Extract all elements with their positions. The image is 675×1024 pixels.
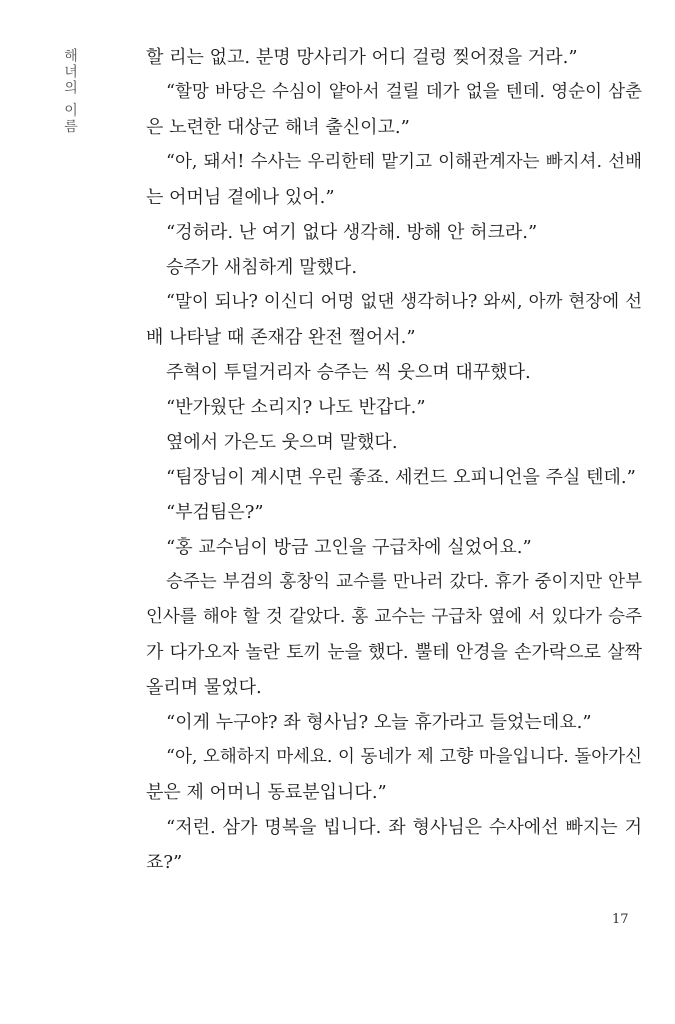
text-line: 배 나타날 때 존재감 완전 쩔어서.” [146,327,416,348]
text-line: 인사를 해야 할 것 같았다. 홍 교수는 구급차 옆에 서 있다가 승주 [146,607,642,627]
text-line: “아, 돼서! 수사는 우리한테 맡기고 이해관계자는 빠지셔. 선배 [166,152,642,172]
text-line: 는 어머님 곁에나 있어.” [146,187,335,208]
text-line: 분은 제 어머니 동료분입니다.” [146,782,387,803]
text-line: 가 다가오자 놀란 토끼 눈을 했다. 뿔테 안경을 손가락으로 살짝 [146,642,642,663]
text-line: “말이 되나? 이신디 어멍 없댄 생각허나? 와씨, 아까 현장에 선 [166,292,642,312]
text-line: “저런. 삼가 명복을 빕니다. 좌 형사님은 수사에선 빠지는 거 [166,817,642,838]
text-line: 죠?” [146,852,183,873]
text-line: 은 노련한 대상군 해녀 출신이고.” [146,117,410,138]
text-line: 옆에서 가은도 웃으며 말했다. [166,432,398,453]
text-line: “겅허라. 난 여기 없다 생각해. 방해 안 허크라.” [166,222,538,243]
text-line: “할망 바당은 수심이 얕아서 걸릴 데가 없을 텐데. 영순이 삼춘 [166,82,642,102]
text-line: “아, 오해하지 마세요. 이 동네가 제 고향 마을입니다. 돌아가신 [166,747,642,767]
text-line: “반가웠단 소리지? 나도 반갑다.” [166,397,426,418]
text-line: “팀장님이 계시면 우린 좋죠. 세컨드 오피니언을 주실 텐데.” [166,467,636,488]
body-text [146,40,642,880]
text-line: “이게 누구야? 좌 형사님? 오늘 휴가라고 들었는데요.” [166,712,592,733]
text-line: “부검팀은?” [166,502,264,523]
page-number: 17 [612,912,629,927]
text-line: 올리며 물었다. [146,677,262,698]
running-title: 해녀의 이름 [62,48,78,135]
text-line: 할 리는 없고. 분명 망사리가 어디 걸렁 찢어졌을 거라.” [146,47,578,68]
text-line: 승주는 부검의 홍창익 교수를 만나러 갔다. 휴가 중이지만 안부 [166,572,642,592]
text-line: 승주가 새침하게 말했다. [166,257,358,278]
text-line: “홍 교수님이 방금 고인을 구급차에 실었어요.” [166,537,532,558]
text-line: 주혁이 투덜거리자 승주는 씩 웃으며 대꾸했다. [166,362,531,383]
